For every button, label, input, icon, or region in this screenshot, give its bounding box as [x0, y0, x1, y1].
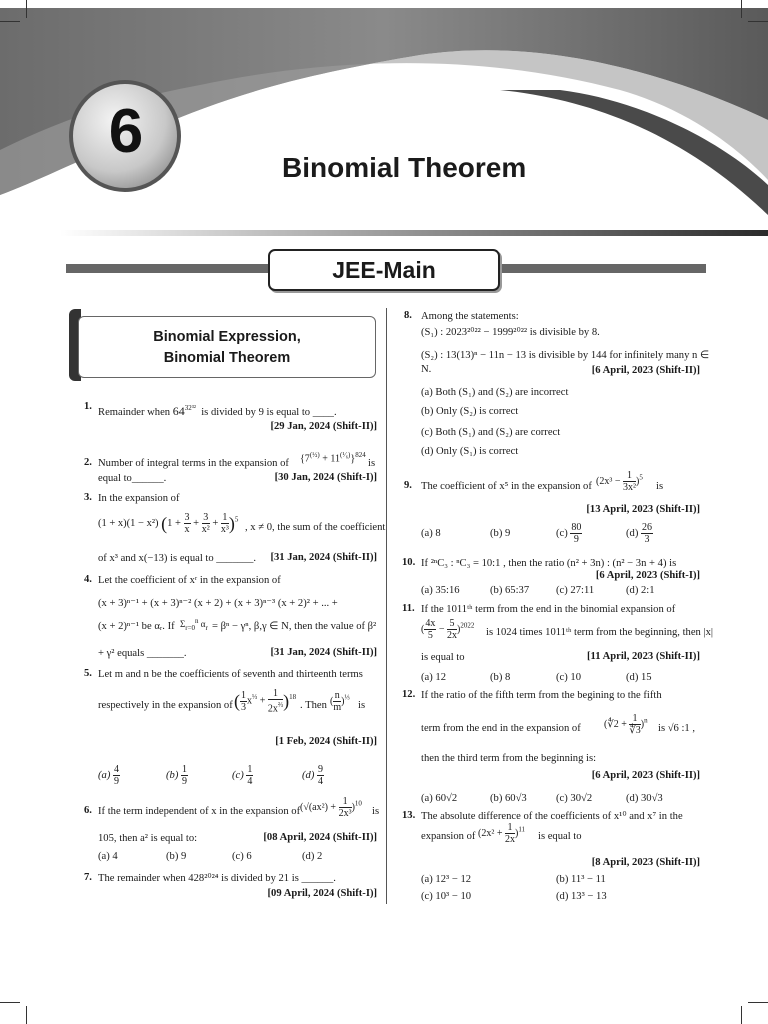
question-number: 2. — [84, 457, 92, 468]
question-text: Let the coefficient of xʳ in the expansion of — [98, 575, 281, 586]
column-divider — [386, 308, 387, 904]
q2-text-c: equal to______. — [98, 473, 167, 484]
option[interactable]: (b) Only (S₂) is correct — [421, 406, 519, 417]
exam-reference: [8 April, 2023 (Shift-II)] — [591, 857, 700, 868]
option[interactable]: (c) $\frac{80}{9}$ — [556, 522, 582, 545]
option[interactable]: (a) 4 — [98, 851, 118, 862]
q6-expression: (√(ax²) + $\frac{1}{\text{2x³}}$ )$^{10}$ — [300, 796, 362, 819]
q12-text-b: term from the end in the expansion of — [421, 723, 581, 734]
q6-text-c: 105, then a² is equal to: — [98, 833, 198, 844]
crop-mark — [0, 21, 20, 22]
q4-sum-symbol: $\Sigma_{r=0}^n$ $\alpha_r$ — [180, 617, 208, 632]
q2-text-b: is — [368, 458, 376, 469]
exam-reference: [29 Jan, 2024 (Shift-II)] — [270, 421, 377, 432]
q1-blank: ____. — [312, 407, 337, 418]
question-number: 13. — [402, 810, 416, 821]
q9-text-b: is — [656, 481, 664, 492]
option[interactable]: (d) 15 — [626, 672, 652, 683]
option[interactable]: (a) 12 — [421, 672, 446, 683]
exam-reference: [31 Jan, 2024 (Shift-II)] — [270, 552, 377, 563]
option[interactable]: (a) $\frac{4}{9}$ — [98, 764, 120, 787]
chapter-title: Binomial Theorem — [282, 152, 527, 183]
crop-mark — [741, 1006, 742, 1024]
question-number: 10. — [402, 557, 416, 568]
option[interactable]: (b) 65:37 — [490, 585, 530, 596]
question-number: 6. — [84, 805, 92, 816]
option[interactable]: (c) 27:11 — [556, 585, 595, 596]
q9-expression: (2x³ − $\frac{1}{\text{3x²}}$ )$^5$ — [596, 470, 643, 493]
q4-text-d: = βⁿ − γⁿ, β,γ ∈ N, then the value of β² — [212, 621, 377, 632]
q3-text-b: , x ≠ 0, the sum of the coefficient — [245, 522, 386, 533]
q11-text-c: is equal to — [421, 652, 465, 663]
q5-text-d: is — [358, 700, 366, 711]
crop-mark — [26, 0, 27, 18]
exam-reference: [6 April, 2023 (Shift-II)] — [591, 365, 700, 376]
question-text: If the 1011ᵗʰ term from the end in the binomial expansion of — [421, 604, 676, 615]
question-number: 11. — [402, 603, 415, 614]
topic-line-2: Binomial Theorem — [163, 350, 291, 366]
q3-expression: (1 + x)(1 − x²) (1 + $\frac{3}{x}$ + $\frac{3}{\text{x²}}$ + $\frac{1}{\text{x³}}$ )$^5$ — [98, 512, 239, 535]
crop-mark — [741, 0, 742, 18]
option[interactable]: (a) 12³ − 12 — [421, 874, 472, 885]
exam-reference: [30 Jan, 2024 (Shift-I)] — [274, 472, 377, 483]
topic-heading — [78, 316, 376, 378]
question-number: 5. — [84, 668, 92, 679]
crop-mark — [26, 1006, 27, 1024]
q12-expression: (∜2 + $\frac{1}{∜3}$ )$^n$ — [604, 713, 648, 736]
question-text: Among the statements: — [421, 311, 519, 322]
option[interactable]: (b) 11³ − 11 — [556, 874, 606, 885]
question-number: 4. — [84, 574, 92, 585]
question-number: 3. — [84, 492, 92, 503]
q5-text-c: . Then — [300, 700, 327, 711]
option[interactable]: (c) 6 — [232, 851, 252, 862]
q4-text-e: + γ² equals _______. — [98, 648, 187, 659]
crop-mark — [748, 21, 768, 22]
option[interactable]: (b) 9 — [166, 851, 187, 862]
q2-expression: $\{7^{(\frac{1}{2})} + 11^{(^1⁄_6)}\}^{824}$ — [300, 451, 366, 465]
question-text: Let m and n be the coefficients of seventh and thirteenth terms — [98, 669, 363, 680]
q1-text-b: is divided by 9 is equal to — [201, 407, 311, 418]
option[interactable]: (b) $\frac{1}{9}$ — [166, 764, 188, 787]
section-title: JEE-Main — [268, 249, 500, 291]
question-text: The remainder when 428²⁰²⁴ is divided by 21 is ______. — [98, 873, 336, 884]
option[interactable]: (a) 35:16 — [421, 585, 460, 596]
option[interactable]: (a) Both (S₁) and (S₂) are incorrect — [421, 387, 569, 398]
question-number: 7. — [84, 872, 92, 883]
crop-mark — [0, 1002, 20, 1003]
q8-statement-2: (S₂) : 13(13)ⁿ − 11n − 13 is divisible by 144 for infinitely many n ∈ N. — [421, 350, 710, 375]
option[interactable]: (c) 30√2 — [556, 793, 593, 804]
option[interactable]: (d) $\frac{26}{3}$ — [626, 522, 653, 545]
q13-text-b: expansion of — [421, 831, 476, 842]
q4-text-b: (x + 3)ⁿ⁻¹ + (x + 3)ⁿ⁻² (x + 2) + (x + 3)ⁿ⁻³ (x + 2)² + ... + — [98, 598, 338, 609]
exam-reference: [11 April, 2023 (Shift-II)] — [586, 651, 700, 662]
q3-text-c: of x³ and x(−13) is equal to _______. — [98, 553, 257, 564]
exam-reference: [09 April, 2024 (Shift-I)] — [267, 888, 377, 899]
option[interactable]: (a) 60√2 — [421, 793, 458, 804]
question-text: If ²ⁿC₃ : ⁿC₃ = 10:1 , then the ratio (n² + 3n) : (n² − 3n + 4) is — [421, 558, 677, 569]
question-text: If the term independent of x in the expansion of — [98, 806, 301, 817]
crop-mark — [748, 1002, 768, 1003]
question-text: Number of integral terms in the expansion of — [98, 458, 289, 469]
exam-reference: [13 April, 2023 (Shift-II)] — [586, 504, 700, 515]
option[interactable]: (d) 30√3 — [626, 793, 663, 804]
q13-text-c: is equal to — [538, 831, 582, 842]
exam-reference: [6 April, 2023 (Shift-I)] — [595, 570, 700, 581]
option[interactable]: (b) 60√3 — [490, 793, 527, 804]
option[interactable]: (d) Only (S₁) is correct — [421, 446, 519, 457]
q12-text-c: is √6 :1 , — [658, 723, 696, 734]
q11-expression: ( $\frac{4x}{5}$ − $\frac{5}{2x}$ )$^{2022}$ — [421, 618, 475, 641]
option[interactable]: (d) 2:1 — [626, 585, 655, 596]
q5-text-b: respectively in the expansion of — [98, 700, 233, 711]
option[interactable]: (a) 8 — [421, 528, 441, 539]
q1-text-a: Remainder when — [98, 407, 171, 418]
q13-expression: (2x² + $\frac{1}{2x}$ )$^{11}$ — [478, 822, 526, 845]
question-text: The coefficient of x⁵ in the expansion of — [421, 481, 592, 492]
option[interactable]: (d) $\frac{9}{4}$ — [302, 764, 324, 787]
question-number: 12. — [402, 689, 416, 700]
option[interactable]: (b) 8 — [490, 672, 511, 683]
exam-reference: [08 April, 2024 (Shift-II)] — [263, 832, 377, 843]
option[interactable]: (d) 2 — [302, 851, 323, 862]
option[interactable]: (d) 13³ − 13 — [556, 891, 607, 902]
question-number: 8. — [404, 310, 412, 321]
question-number: 9. — [404, 480, 412, 491]
question-text: The absolute difference of the coefficients of x¹⁰ and x⁷ in the — [421, 811, 683, 822]
topic-line-1: Binomial Expression, — [153, 329, 301, 345]
question-text: If the ratio of the fifth term from the begining to the fifth — [421, 690, 662, 701]
question-text: In the expansion of — [98, 493, 180, 504]
option[interactable]: (c) 10³ − 10 — [421, 891, 472, 902]
q6-text-b: is — [372, 806, 380, 817]
exam-reference: [1 Feb, 2024 (Shift-II)] — [275, 736, 377, 747]
exam-reference: [31 Jan, 2024 (Shift-II)] — [270, 647, 377, 658]
q4-text-c: (x + 2)ⁿ⁻¹ be αᵣ. If — [98, 621, 175, 632]
question-number: 1. — [84, 401, 92, 412]
q8-statement-1: (S₁) : 2023²⁰²² − 1999²⁰²² is divisible by 8. — [421, 327, 600, 338]
exam-reference: [6 April, 2023 (Shift-II)] — [591, 770, 700, 781]
chapter-number: 6 — [108, 97, 144, 166]
question-text: Remainder when $64^{32^{32}}$ is divided by 9 is equal to ____. — [98, 404, 337, 418]
option[interactable]: (b) 9 — [490, 528, 511, 539]
option[interactable]: (c) 10 — [556, 672, 581, 683]
q11-text-b: is 1024 times 1011ᵗʰ term from the beginning, then |x| — [486, 627, 714, 638]
q5-ratio: ( $\frac{n}{m}$ )$^{\frac{1}{3}}$ — [330, 690, 350, 713]
q12-text-d: then the third term from the beginning is: — [421, 753, 597, 764]
option[interactable]: (c) Both (S₁) and (S₂) are correct — [421, 427, 561, 438]
option[interactable]: (c) $\frac{1}{4}$ — [232, 764, 253, 787]
q5-expression: ( $\frac{1}{3}$ $x^{\frac{1}{3}}$ + $\frac{1}{2x^{\frac{2}{3}}}$ )$^{18}$ — [234, 688, 297, 715]
